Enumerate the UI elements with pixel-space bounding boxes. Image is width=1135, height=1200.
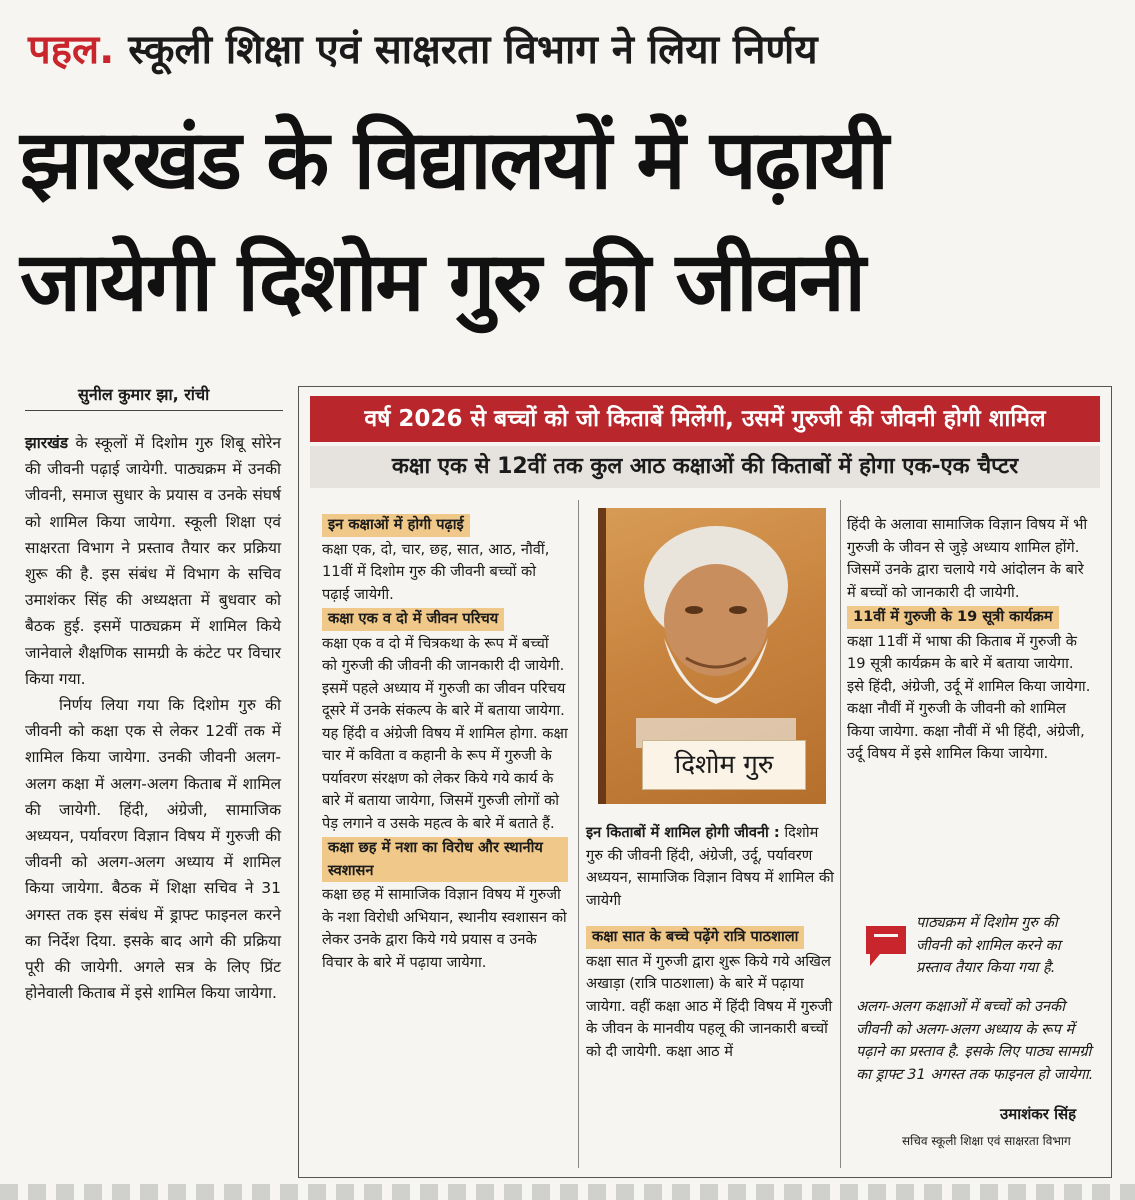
headline-line-2: जायेगी दिशोम गुरु की जीवनी xyxy=(20,235,864,330)
subhead-classes: इन कक्षाओं में होगी पढ़ाई xyxy=(322,514,470,537)
text-classes: कक्षा एक, दो, चार, छह, सात, आठ, नौवीं, 11वीं में दिशोम गुरु की जीवनी बच्चों को पढ़ाई जायेगी. xyxy=(322,540,550,603)
text-class-6: कक्षा छह में सामाजिक विज्ञान विषय में गुरुजी के नशा विरोधी अभियान, स्थानीय स्वशासन को लेकर उनके द्वारा किये गये प्रयास व उनके विचार के बारे में पढ़ाया जायेगा. xyxy=(322,886,567,971)
text-class-1-2: कक्षा एक व दो में चित्रकथा के रूप में बच्चों को गुरुजी की जीवनी की जानकारी दी जायेगी. इसमें पहले अध्याय में गुरुजी का जीवन परिचय दूसरे में उनके संकल्प के बारे में बताया जायेगा. यह हिंदी व अंग्रेजी विषय में शामिल होगा. कक्षा चार में कविता व कहानी के रूप में गुरुजी के पर्यावरण संरक्षण को लेकर किये गये कार्य के बारे में बताया जायेगा, जिसमें गुरुजी लोगों को पेड़ लगाने व उसके महत्व के बारे में बताते हैं. xyxy=(322,634,568,832)
quote-author-name: उमाशंकर सिंह xyxy=(1000,1105,1077,1123)
text-social-science: हिंदी के अलावा सामाजिक विज्ञान विषय में भी गुरुजी के जीवन से जुड़े अध्याय शामिल होंगे. जिसमें उनके द्वारा चलाये गये आंदोलन के बारे में बच्चों को जानकारी दी जायेगी. xyxy=(847,516,1088,601)
left-column xyxy=(25,430,281,1006)
kicker-dot: . xyxy=(99,27,115,73)
byline: सुनील कुमार झा, रांची xyxy=(78,385,210,404)
kicker xyxy=(28,22,1108,78)
headline-line-1: झारखंड के विद्यालयों में पढ़ायी xyxy=(20,113,887,208)
feature-banner-red: वर्ष 2026 से बच्चों को जो किताबें मिलेंगी, उसमें गुरुजी की जीवनी होगी शामिल xyxy=(310,396,1100,442)
quote-icon xyxy=(862,922,910,970)
byline-rule xyxy=(25,410,283,411)
book-caption xyxy=(586,822,834,912)
headline xyxy=(20,100,1120,344)
cut-off-text-row xyxy=(0,1184,1135,1200)
left-paragraph-1-text: के स्कूलों में दिशोम गुरु शिबू सोरेन की जीवनी पढ़ाई जायेगी. पाठ्यक्रम में उनकी जीवनी, समाज सुधार के प्रयास व उनके संघर्ष को शामिल किया जायेगा. स्कूली शिक्षा एवं साक्षरता विभाग ने प्रस्ताव तैयार कर प्रक्रिया शुरू की है. इस संबंध में विभाग के सचिव उमाशंकर सिंह की अध्यक्षता में बुधवार को बैठक हुई. इसमें पाठ्यक्रम में शामिल किये जानेवाले शैक्षणिक सामग्री के कंटेट पर विचार किया गया. xyxy=(25,434,281,688)
feature-column-c xyxy=(847,514,1095,768)
left-paragraph-1 xyxy=(25,430,281,692)
book-caption-text: दिशोम गुरु की जीवनी हिंदी, अंग्रेजी, उर्दू, पर्यावरण अध्ययन, सामाजिक विज्ञान विषय में शामिल की जायेगी xyxy=(586,824,834,909)
quote-text-2: अलग-अलग कक्षाओं में बच्चों को उनकी जीवनी को अलग-अलग अध्याय के रूप में पढ़ाने का प्रस्ताव है. इसके लिए पाठ्य सामग्री का ड्राफ्ट 31 अगस्त तक फाइनल हो जायेगा. xyxy=(856,998,1094,1083)
feature-column-a xyxy=(322,514,568,976)
lead-word: झारखंड xyxy=(25,434,69,452)
feature-banner-grey: कक्षा एक से 12वीं तक कुल आठ कक्षाओं की किताबों में होगा एक-एक चैप्टर xyxy=(310,446,1100,488)
column-divider-2 xyxy=(840,500,841,1168)
feature-column-b xyxy=(586,822,834,1065)
text-class-7: कक्षा सात में गुरुजी द्वारा शुरू किये गये अखिल अखाड़ा (रात्रि पाठशाला) के बारे में पढ़ाया जायेगा. वहीं कक्षा आठ में हिंदी विषय में गुरुजी के जीवन के मानवीय पहलू की जानकारी बच्चों को दी जायेगी. कक्षा आठ में xyxy=(586,952,833,1060)
subhead-class-11: 11वीं में गुरुजी के 19 सूत्री कार्यक्रम xyxy=(847,606,1059,629)
kicker-tag: पहल xyxy=(28,27,100,73)
subhead-class-1-2: कक्षा एक व दो में जीवन परिचय xyxy=(322,608,504,631)
subhead-class-6: कक्षा छह में नशा का विरोध और स्थानीय स्वशासन xyxy=(322,837,568,882)
kicker-text: स्कूली शिक्षा एवं साक्षरता विभाग ने लिया निर्णय xyxy=(128,27,818,73)
left-paragraph-2: निर्णय लिया गया कि दिशोम गुरु की जीवनी को कक्षा एक से लेकर 12वीं तक में शामिल किया जायेगा. उनकी जीवनी अलग-अलग कक्षा में अलग-अलग किताब में शामिल की जायेगी. हिंदी, अंग्रेजी, सामाजिक अध्ययन, पर्यावरण विज्ञान विषय में गुरुजी की जीवनी को अलग-अलग अध्याय में शामिल किया जायेगा. बैठक में शिक्षा सचिव ने 31 अगस्त तक इस संबंध में ड्राफ्ट फाइनल करने का निर्देश दिया. इसके बाद आगे की प्रक्रिया पूरी की जायेगी. अगले सत्र के लिए प्रिंट होनेवाली किताब में इसे शामिल किया जायेगा. xyxy=(25,696,281,1003)
book-caption-bold: इन किताबों में शामिल होगी जीवनी : xyxy=(586,824,780,841)
subhead-class-7: कक्षा सात के बच्चे पढ़ेंगे रात्रि पाठशाला xyxy=(586,926,804,949)
column-divider-1 xyxy=(578,500,579,1168)
book-title-label: दिशोम गुरु xyxy=(642,740,806,790)
quote-author-title: सचिव स्कूली शिक्षा एवं साक्षरता विभाग xyxy=(902,1134,1071,1148)
text-class-11: कक्षा 11वीं में भाषा की किताब में गुरुजी के 19 सूत्री कार्यक्रम के बारे में बताया जायेगा. इसे हिंदी, अंग्रेजी, उर्दू में शामिल किया जायेगा. कक्षा नौवीं में गुरुजी के जीवनी को शामिल किया जायेगा. कक्षा नौवीं में भी हिंदी, अंग्रेजी, उर्दू विषय में इसे शामिल किया जायेगा. xyxy=(847,632,1091,762)
quote-text-1: पाठ्यक्रम में दिशोम गुरु की जीवनी को शामिल करने का प्रस्ताव तैयार किया गया है. xyxy=(916,914,1061,976)
book-cover-portrait xyxy=(598,508,826,804)
